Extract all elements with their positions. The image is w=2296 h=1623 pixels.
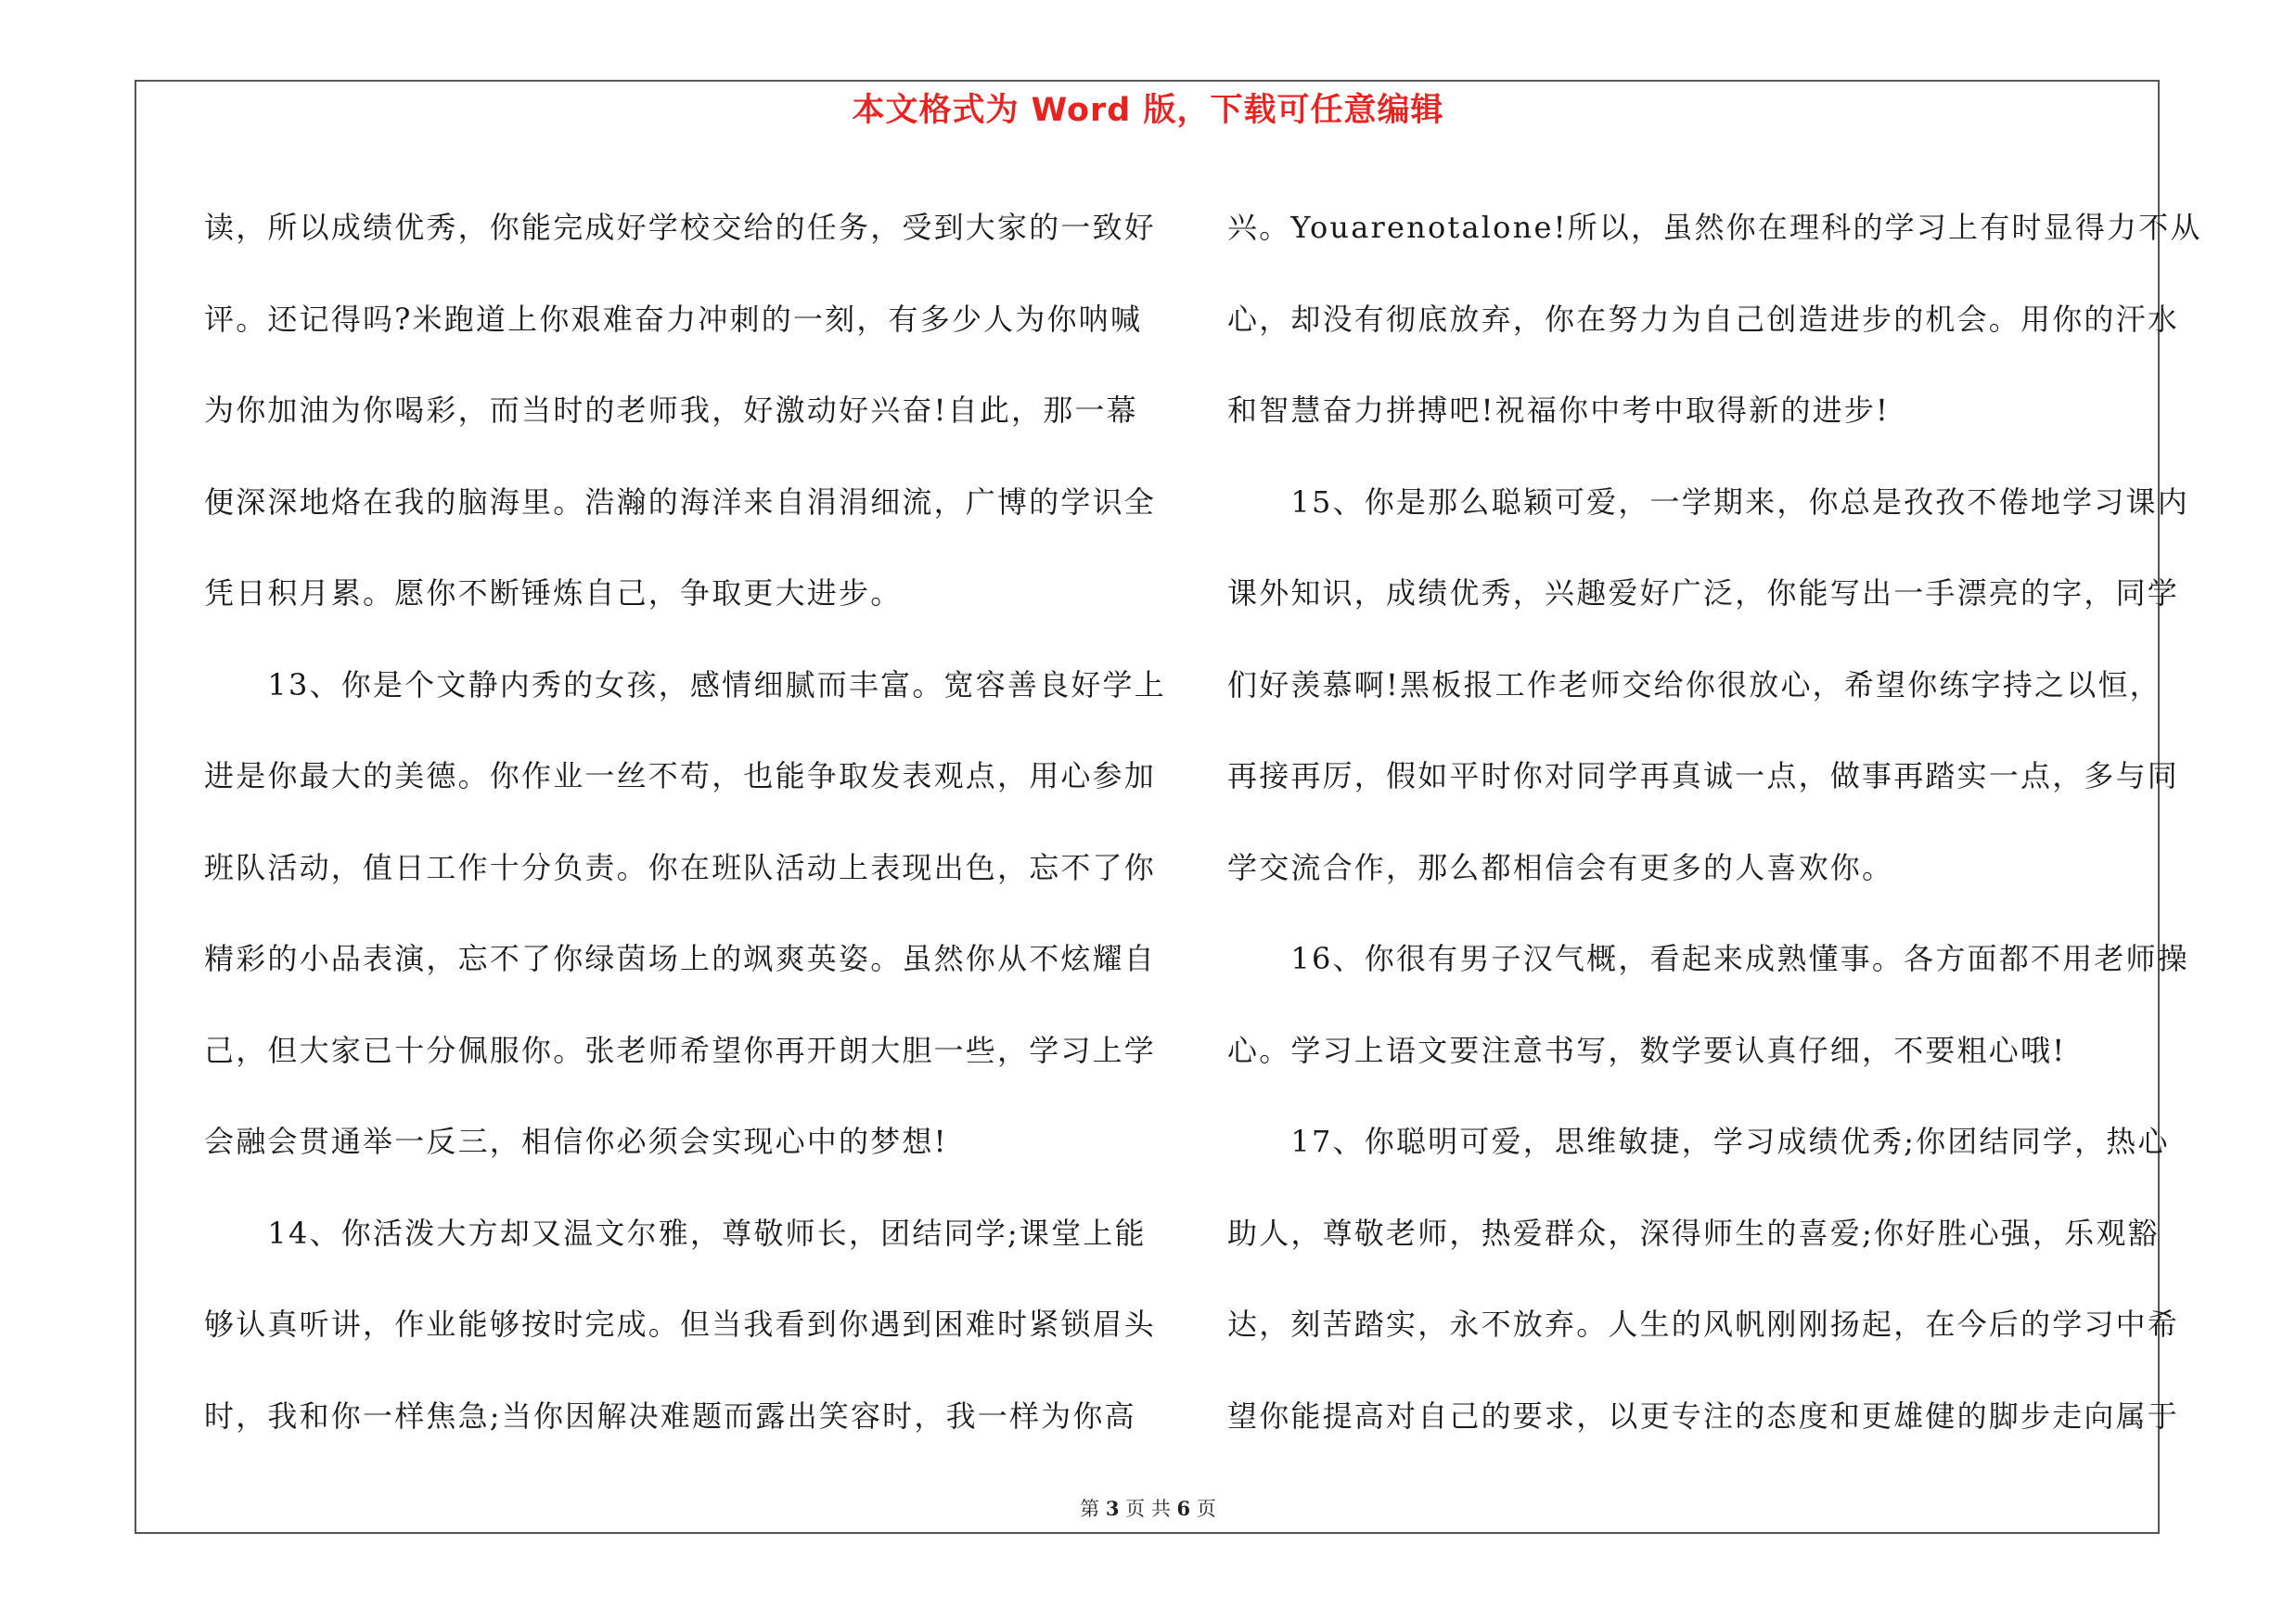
right-text-column <box>1227 182 2202 1462</box>
text-line: 学交流合作，那么都相信会有更多的人喜欢你。 <box>1227 849 1894 885</box>
text-line: 班队活动，值日工作十分负责。你在班队活动上表现出色，忘不了你 <box>204 849 1157 885</box>
text-line: 进是你最大的美德。你作业一丝不苟，也能争取发表观点，用心参加 <box>204 758 1157 793</box>
word-format-banner: 本文格式为 Word 版，下载可任意编辑 <box>852 92 1444 129</box>
text-line: 13、你是个文静内秀的女孩，感情细腻而丰富。宽容善良好学上 <box>204 666 1166 702</box>
text-line: 们好羡慕啊!黑板报工作老师交给你很放心，希望你练字持之以恒， <box>1227 666 2161 702</box>
text-line: 再接再厉，假如平时你对同学再真诚一点，做事再踏实一点，多与同 <box>1227 758 2180 793</box>
text-line: 助人，尊敬老师，热爱群众，深得师生的喜爱;你好胜心强，乐观豁 <box>1227 1215 2160 1251</box>
total-page-number: 6 <box>1176 1497 1191 1520</box>
text-line: 和智慧奋力拼搏吧!祝福你中考中取得新的进步! <box>1227 393 1891 428</box>
page-number-footer <box>0 1494 2296 1522</box>
text-line: 望你能提高对自己的要求，以更专注的态度和更雄健的脚步走向属于 <box>1227 1398 2180 1434</box>
text-line: 14、你活泼大方却又温文尔雅，尊敬师长，团结同学;课堂上能 <box>204 1215 1147 1251</box>
footer-suffix: 页 <box>1190 1498 1216 1520</box>
text-line: 精彩的小品表演，忘不了你绿茵场上的飒爽英姿。虽然你从不炫耀自 <box>204 941 1157 976</box>
text-line: 心。学习上语文要注意书写，数学要认真仔细，不要粗心哦! <box>1227 1032 2067 1068</box>
text-line: 兴。Youarenotalone!所以，虽然你在理科的学习上有时显得力不从 <box>1227 210 2202 245</box>
footer-prefix: 第 <box>1080 1498 1106 1520</box>
text-line: 会融会贯通举一反三，相信你必须会实现心中的梦想! <box>204 1124 948 1159</box>
left-text-column <box>204 182 1166 1462</box>
text-line: 15、你是那么聪颖可爱，一学期来，你总是孜孜不倦地学习课内 <box>1227 483 2189 520</box>
text-line: 够认真听讲，作业能够按时完成。但当我看到你遇到困难时紧锁眉头 <box>204 1307 1157 1342</box>
text-line: 时，我和你一样焦急;当你因解决难题而露出笑容时，我一样为你高 <box>204 1398 1136 1434</box>
current-page-number: 3 <box>1105 1497 1120 1520</box>
text-line: 心，却没有彻底放弃，你在努力为自己创造进步的机会。用你的汗水 <box>1227 301 2180 337</box>
text-line: 课外知识，成绩优秀，兴趣爱好广泛，你能写出一手漂亮的字，同学 <box>1227 575 2180 611</box>
text-line: 达，刻苦踏实，永不放弃。人生的风帆刚刚扬起，在今后的学习中希 <box>1227 1307 2180 1342</box>
text-line: 17、你聪明可爱，思维敏捷，学习成绩优秀;你团结同学，热心 <box>1227 1124 2170 1159</box>
text-line: 便深深地烙在我的脑海里。浩瀚的海洋来自涓涓细流，广博的学识全 <box>204 483 1157 520</box>
text-line: 16、你很有男子汉气概，看起来成熟懂事。各方面都不用老师操 <box>1227 941 2189 976</box>
text-line: 为你加油为你喝彩，而当时的老师我，好激动好兴奋!自此，那一幕 <box>204 393 1138 428</box>
text-line: 读，所以成绩优秀，你能完成好学校交给的任务，受到大家的一致好 <box>204 210 1157 245</box>
text-line: 评。还记得吗?米跑道上你艰难奋力冲刺的一刻，有多少人为你呐喊 <box>204 301 1143 337</box>
footer-middle: 页 共 <box>1119 1498 1177 1520</box>
text-line: 凭日积月累。愿你不断锤炼自己，争取更大进步。 <box>204 575 903 611</box>
text-line: 己，但大家已十分佩服你。张老师希望你再开朗大胆一些，学习上学 <box>204 1032 1157 1068</box>
